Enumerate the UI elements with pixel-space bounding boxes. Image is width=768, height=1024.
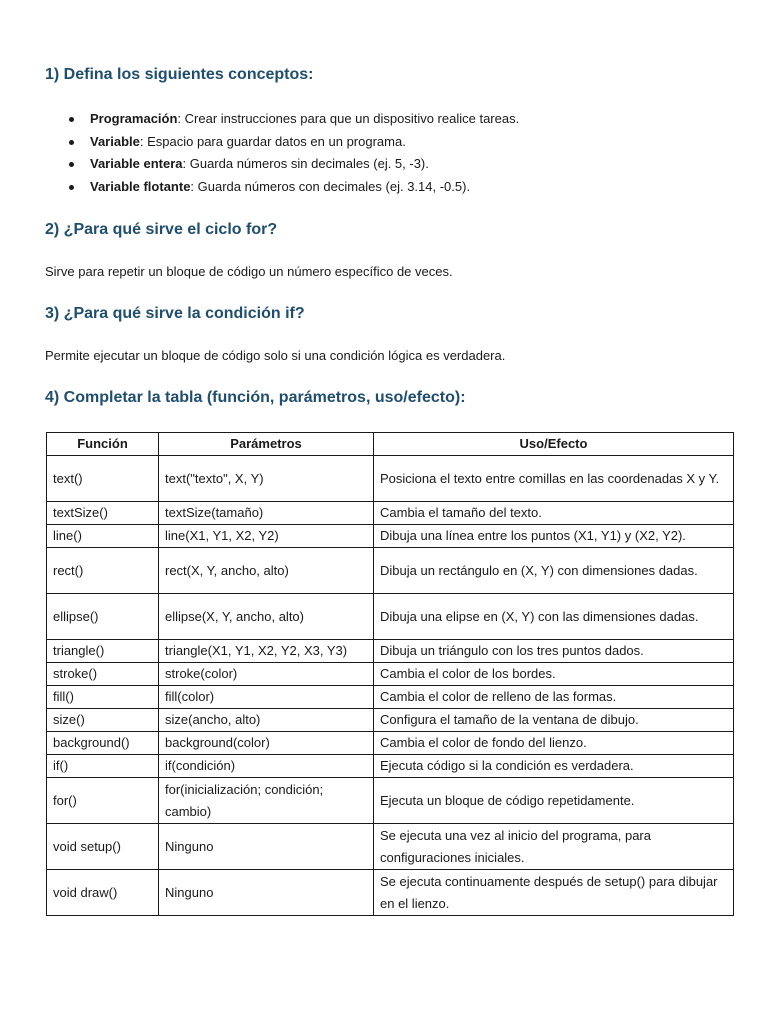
parameters-cell: Ninguno [159, 824, 374, 870]
concepts-list [45, 108, 519, 198]
section-3-heading: 3) ¿Para qué sirve la condición if? [45, 305, 305, 322]
table-row [47, 755, 734, 778]
definition: : Espacio para guardar datos en un programa. [139, 133, 406, 149]
parameters-cell: size(ancho, alto) [159, 709, 374, 732]
usage-cell: Cambia el color de relleno de las formas. [374, 686, 734, 709]
function-cell: rect() [47, 548, 159, 594]
usage-cell: Se ejecuta una vez al inicio del programa, para configuraciones iniciales. [374, 824, 734, 870]
function-cell: text() [47, 456, 159, 502]
section-1-heading: 1) Defina los siguientes conceptos: [45, 66, 314, 83]
definition: : Guarda números con decimales (ej. 3.14, -0.5). [190, 178, 471, 194]
list-item [45, 131, 519, 154]
usage-cell: Dibuja una línea entre los puntos (X1, Y1) y (X2, Y2). [374, 525, 734, 548]
table-row [47, 548, 734, 594]
usage-cell: Posiciona el texto entre comillas en las coordenadas X y Y. [374, 456, 734, 502]
function-cell: for() [47, 778, 159, 824]
header-parametros: Parámetros [159, 433, 374, 456]
table-row [47, 456, 734, 502]
definition: : Guarda números sin decimales (ej. 5, -3). [182, 156, 429, 171]
usage-cell: Cambia el tamaño del texto. [374, 502, 734, 525]
table-row [47, 525, 734, 548]
table-row [47, 686, 734, 709]
table-header-row [47, 433, 734, 456]
table-row [47, 732, 734, 755]
table-row [47, 502, 734, 525]
function-cell: if() [47, 755, 159, 778]
function-cell: triangle() [47, 640, 159, 663]
usage-cell: Dibuja una elipse en (X, Y) con las dimensiones dadas. [374, 594, 734, 640]
list-item [45, 108, 519, 131]
table-row [47, 594, 734, 640]
parameters-cell: if(condición) [159, 755, 374, 778]
parameters-cell: text("texto", X, Y) [159, 456, 374, 502]
section-2-heading: 2) ¿Para qué sirve el ciclo for? [45, 221, 278, 238]
term: Variable [90, 133, 140, 149]
parameters-cell: stroke(color) [159, 663, 374, 686]
term: Programación [90, 111, 178, 126]
term: Variable entera [90, 156, 183, 171]
function-cell: textSize() [47, 502, 159, 525]
function-cell: void draw() [47, 870, 159, 916]
usage-cell: Configura el tamaño de la ventana de dibujo. [374, 709, 734, 732]
table-row [47, 663, 734, 686]
parameters-cell: textSize(tamaño) [159, 502, 374, 525]
table-row [47, 709, 734, 732]
table-row [47, 640, 734, 663]
function-cell: fill() [47, 686, 159, 709]
section-3-answer: Permite ejecutar un bloque de código solo si una condición lógica es verdadera. [45, 348, 506, 363]
parameters-cell: ellipse(X, Y, ancho, alto) [159, 594, 374, 640]
function-cell: ellipse() [47, 594, 159, 640]
usage-cell: Ejecuta código si la condición es verdadera. [374, 755, 734, 778]
definition: : Crear instrucciones para que un dispositivo realice tareas. [177, 111, 520, 126]
parameters-cell: line(X1, Y1, X2, Y2) [159, 525, 374, 548]
usage-cell: Ejecuta un bloque de código repetidamente. [374, 778, 734, 824]
usage-cell: Dibuja un rectángulo en (X, Y) con dimensiones dadas. [374, 548, 734, 594]
parameters-cell: for(inicialización; condición; cambio) [159, 778, 374, 824]
header-funcion: Función [47, 433, 159, 456]
function-cell: void setup() [47, 824, 159, 870]
usage-cell: Se ejecuta continuamente después de setup() para dibujar en el lienzo. [374, 870, 734, 916]
parameters-cell: rect(X, Y, ancho, alto) [159, 548, 374, 594]
functions-table [46, 432, 734, 916]
table-row [47, 870, 734, 916]
table-body [47, 456, 734, 916]
parameters-cell: Ninguno [159, 870, 374, 916]
header-uso-efecto: Uso/Efecto [374, 433, 734, 456]
parameters-cell: fill(color) [159, 686, 374, 709]
usage-cell: Dibuja un triángulo con los tres puntos dados. [374, 640, 734, 663]
section-4-heading: 4) Completar la tabla (función, parámetros, uso/efecto): [45, 389, 466, 406]
list-item [45, 153, 519, 176]
table-row [47, 778, 734, 824]
parameters-cell: triangle(X1, Y1, X2, Y2, X3, Y3) [159, 640, 374, 663]
function-cell: stroke() [47, 663, 159, 686]
list-item [45, 176, 519, 199]
usage-cell: Cambia el color de fondo del lienzo. [374, 732, 734, 755]
function-cell: background() [47, 732, 159, 755]
parameters-cell: background(color) [159, 732, 374, 755]
table-row [47, 824, 734, 870]
function-cell: size() [47, 709, 159, 732]
term: Variable flotante [90, 178, 191, 194]
function-cell: line() [47, 525, 159, 548]
usage-cell: Cambia el color de los bordes. [374, 663, 734, 686]
section-2-answer: Sirve para repetir un bloque de código un número específico de veces. [45, 264, 453, 279]
